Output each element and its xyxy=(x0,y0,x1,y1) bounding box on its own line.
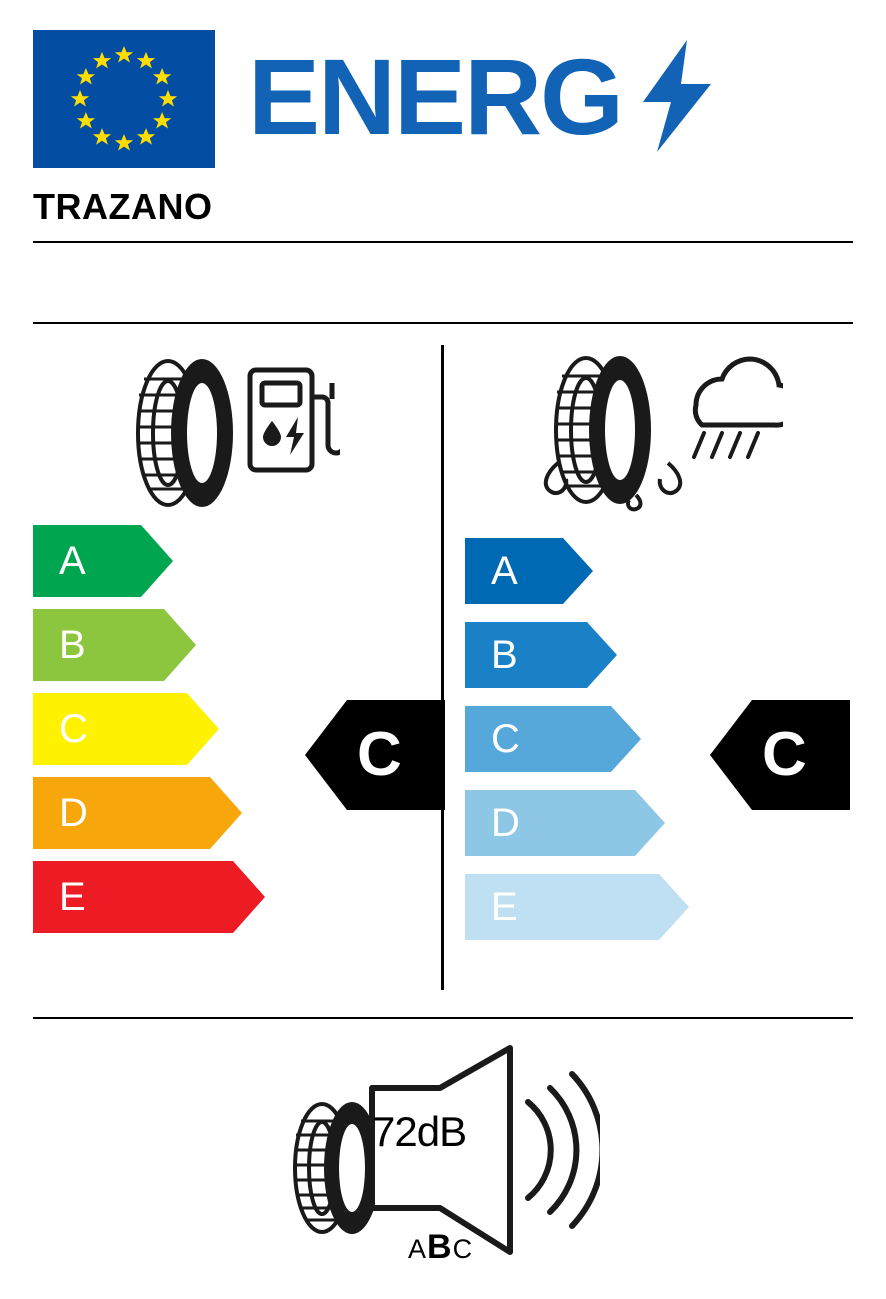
grade-letter: D xyxy=(59,791,88,835)
brand-name: TRAZANO xyxy=(33,186,213,227)
grade-letter: B xyxy=(59,623,86,667)
noise-value: 72dB xyxy=(372,1108,467,1155)
eu-flag-icon xyxy=(33,30,215,168)
lightning-bolt-icon xyxy=(643,40,713,157)
divider-vertical xyxy=(441,345,444,990)
noise-class-a: A xyxy=(408,1234,428,1264)
noise-class-b: B xyxy=(427,1228,453,1266)
grade-letter: A xyxy=(491,549,518,593)
fuel-efficiency-grades xyxy=(33,525,265,945)
tire-rain-cloud-icon xyxy=(528,345,783,525)
wet-result-letter: C xyxy=(762,720,807,789)
grade-letter: A xyxy=(59,539,86,583)
energ-text: ENERG xyxy=(248,36,623,157)
tire-fuel-pump-icon xyxy=(120,345,340,525)
wet-grip-grades xyxy=(465,535,689,955)
fuel-result-letter: C xyxy=(357,720,402,789)
divider-second xyxy=(33,322,853,324)
grade-letter: E xyxy=(59,875,86,919)
grade-letter: B xyxy=(491,633,518,677)
grade-row-fuel-e xyxy=(33,861,265,933)
grade-letter: D xyxy=(491,801,520,845)
grade-row-wet-b xyxy=(465,619,689,691)
grade-letter: C xyxy=(491,717,520,761)
noise-class-c: C xyxy=(452,1234,474,1264)
grade-row-fuel-d xyxy=(33,777,265,849)
fuel-efficiency-result xyxy=(305,700,445,810)
grade-row-fuel-c xyxy=(33,693,265,765)
grade-row-wet-a xyxy=(465,535,689,607)
energy-wordmark xyxy=(248,32,848,162)
grade-row-wet-e xyxy=(465,871,689,943)
grade-row-fuel-a xyxy=(33,525,265,597)
wet-grip-result xyxy=(710,700,850,810)
divider-top xyxy=(33,241,853,243)
grade-row-wet-c xyxy=(465,703,689,775)
grade-letter: C xyxy=(59,707,88,751)
noise-class-scale xyxy=(408,1228,473,1267)
grade-row-wet-d xyxy=(465,787,689,859)
divider-noise xyxy=(33,1017,853,1019)
label-header xyxy=(33,30,853,170)
grade-letter: E xyxy=(491,885,518,929)
grade-row-fuel-b xyxy=(33,609,265,681)
